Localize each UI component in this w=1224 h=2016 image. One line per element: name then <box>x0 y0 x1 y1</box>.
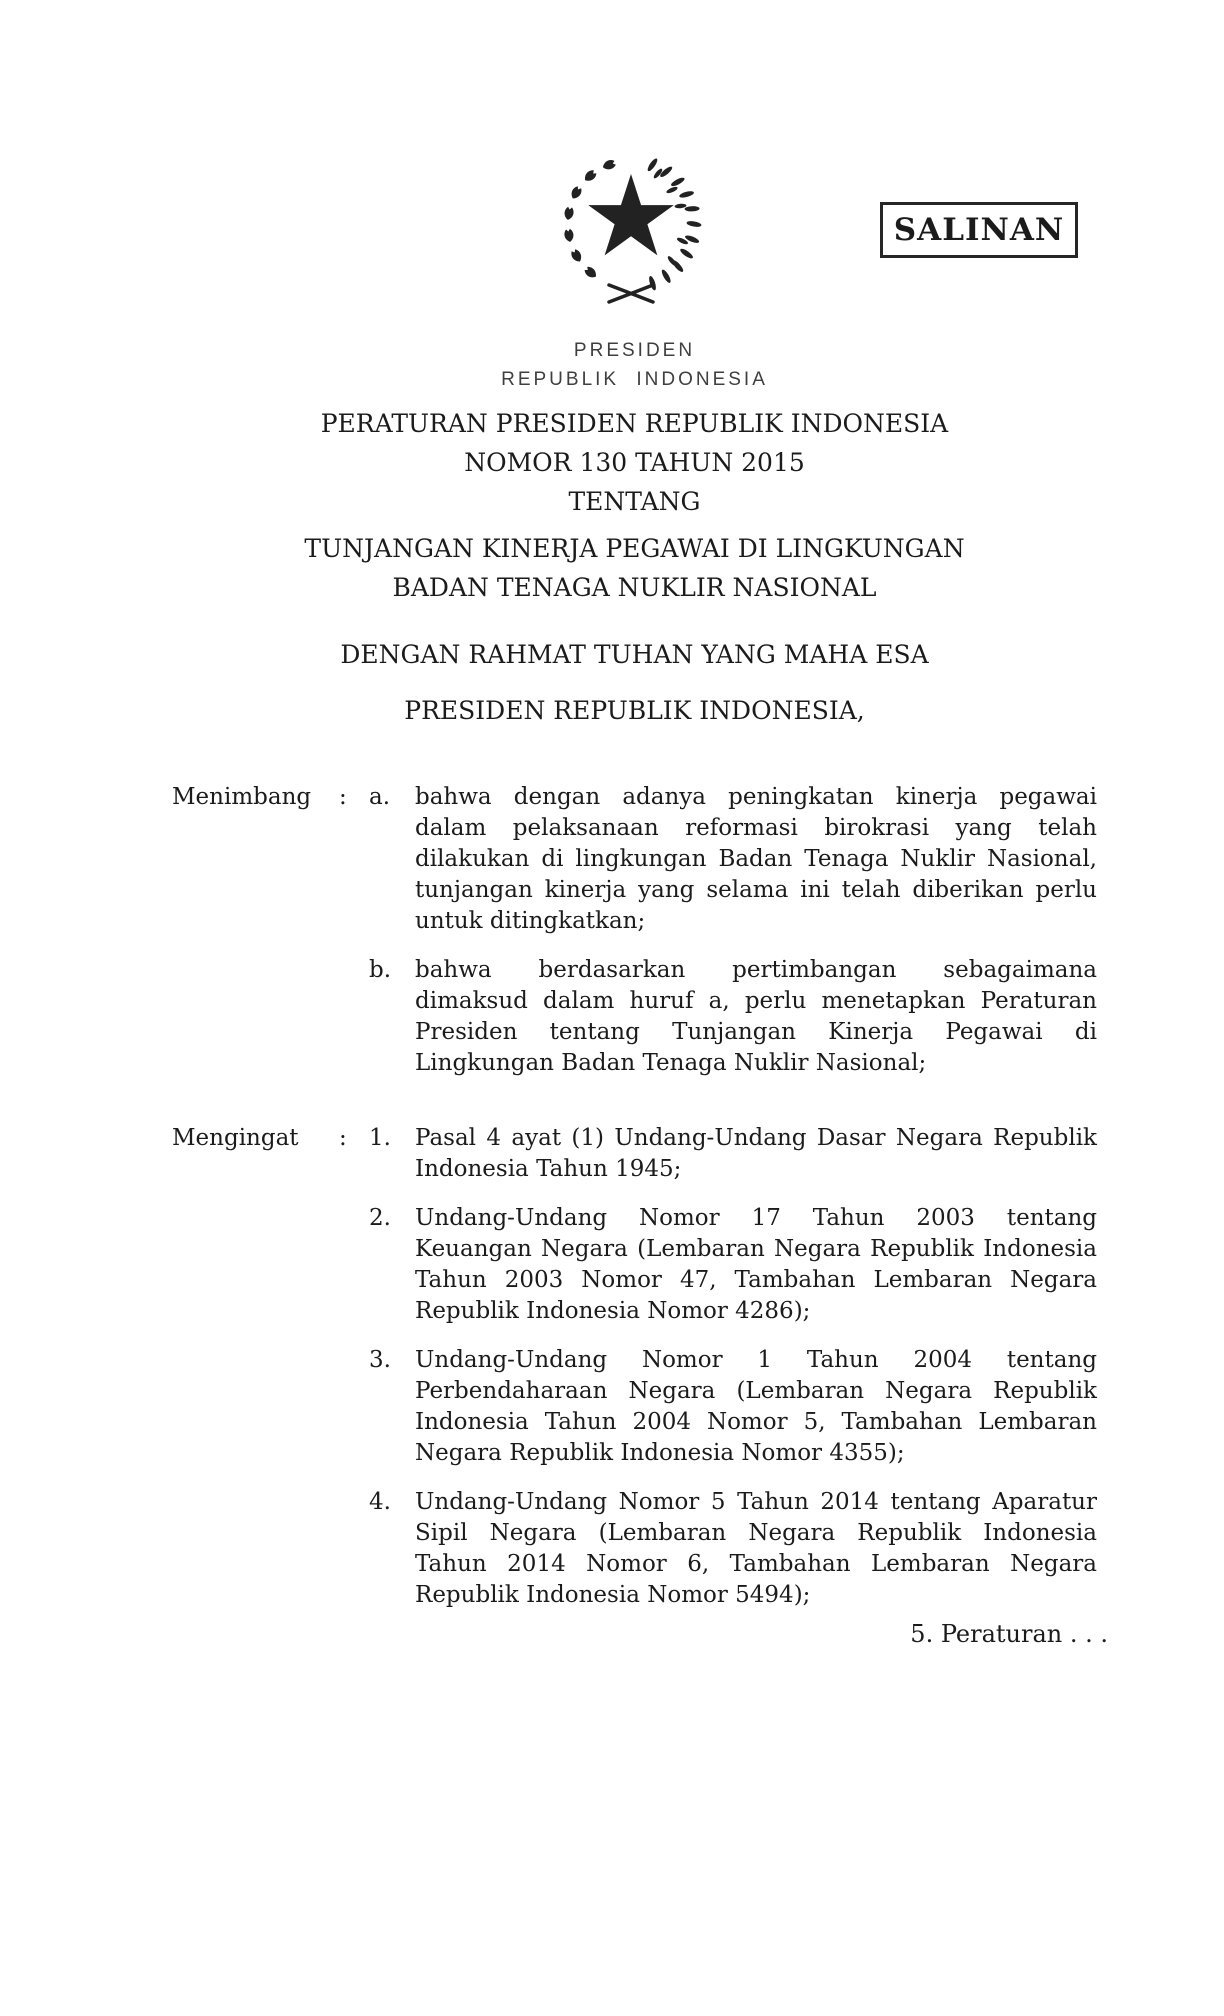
clause-text <box>415 1487 1097 1611</box>
clause-line: Tahun 2003 Nomor 47, Tambahan Lembaran Negara <box>415 1267 1097 1293</box>
clause-marker: b. <box>369 957 392 983</box>
clause-text <box>415 1123 1097 1185</box>
clause-text <box>415 1345 1097 1469</box>
section-label: Mengingat <box>172 1125 299 1151</box>
clause-line: Republik Indonesia Nomor 5494); <box>415 1582 811 1608</box>
clause-text <box>415 955 1097 1079</box>
clause-line: Undang-Undang Nomor 5 Tahun 2014 tentang Aparatur <box>415 1489 1097 1515</box>
section-label <box>172 1345 339 1469</box>
salinan-stamp <box>880 202 1078 258</box>
letterhead-republik-indonesia: REPUBLIK INDONESIA <box>501 369 768 390</box>
clause-marker: 2. <box>369 1205 391 1231</box>
star-shape <box>588 174 674 255</box>
clause-line: Presiden tentang Tunjangan Kinerja Pegawai di <box>415 1019 1097 1045</box>
section-label <box>172 955 339 1079</box>
regulation-title <box>172 404 1097 607</box>
section-colon: : <box>339 1125 347 1151</box>
presidential-seal-icon <box>546 146 716 308</box>
clause-line: Indonesia Tahun 2004 Nomor 5, Tambahan Lembaran <box>415 1409 1097 1435</box>
clause-line: Sipil Negara (Lembaran Negara Republik Indonesia <box>415 1520 1097 1546</box>
clause-item <box>172 782 1097 937</box>
clause-line: Keuangan Negara (Lembaran Negara Republik Indonesia <box>415 1236 1097 1262</box>
clause-item <box>172 1487 1097 1611</box>
clause-line: tunjangan kinerja yang selama ini telah diberikan perlu <box>415 877 1097 903</box>
rice-wreath <box>646 157 702 291</box>
invocation-line: DENGAN RAHMAT TUHAN YANG MAHA ESA <box>340 640 929 669</box>
section-colon <box>339 1345 369 1469</box>
clause-text <box>415 782 1097 937</box>
section-colon <box>339 955 369 1079</box>
section-colon <box>339 1487 369 1611</box>
title-line-nomor: NOMOR 130 TAHUN 2015 <box>464 448 805 477</box>
clause-line: Negara Republik Indonesia Nomor 4355); <box>415 1440 905 1466</box>
clause-line: bahwa berdasarkan pertimbangan sebagaimana <box>415 957 1097 983</box>
authority-line: PRESIDEN REPUBLIK INDONESIA, <box>404 696 865 725</box>
clause-line: Indonesia Tahun 1945; <box>415 1156 682 1182</box>
title-line-tentang: TENTANG <box>568 487 701 516</box>
catchword: 5. Peraturan . . . <box>910 1620 1108 1648</box>
clause-item <box>172 955 1097 1079</box>
section-colon: : <box>339 784 347 810</box>
clause-marker: 4. <box>369 1489 391 1515</box>
clause-item <box>172 1203 1097 1327</box>
section-colon <box>339 1203 369 1327</box>
body-sections <box>172 782 1097 1611</box>
clause-line: Undang-Undang Nomor 1 Tahun 2004 tentang <box>415 1347 1097 1373</box>
clause-marker: 1. <box>369 1125 391 1151</box>
clause-line: untuk ditingkatkan; <box>415 908 646 934</box>
section-label <box>172 1203 339 1327</box>
title-line-subject-1: TUNJANGAN KINERJA PEGAWAI DI LINGKUNGAN <box>304 534 965 563</box>
clause-line: Pasal 4 ayat (1) Undang-Undang Dasar Negara Republik <box>415 1125 1097 1151</box>
clause-line: dimaksud dalam huruf a, perlu menetapkan Peraturan <box>415 988 1097 1014</box>
letterhead <box>172 336 1097 394</box>
clause-line: dilakukan di lingkungan Badan Tenaga Nuklir Nasional, <box>415 846 1097 872</box>
letterhead-presiden: PRESIDEN <box>573 340 696 361</box>
clause-line: bahwa dengan adanya peningkatan kinerja pegawai <box>415 784 1097 810</box>
clause-line: Undang-Undang Nomor 17 Tahun 2003 tentang <box>415 1205 1097 1231</box>
section-label: Menimbang <box>172 784 312 810</box>
title-line-subject-2: BADAN TENAGA NUKLIR NASIONAL <box>392 573 877 602</box>
clause-line: dalam pelaksanaan reformasi birokrasi yang telah <box>415 815 1097 841</box>
clause-marker: a. <box>369 784 391 810</box>
title-line-peraturan: PERATURAN PRESIDEN REPUBLIK INDONESIA <box>320 409 949 438</box>
clause-text <box>415 1203 1097 1327</box>
crossed-stems <box>609 285 653 302</box>
clause-line: Perbendaharaan Negara (Lembaran Negara Republik <box>415 1378 1097 1404</box>
salinan-stamp-label: SALINAN <box>893 212 1065 248</box>
clause-line: Lingkungan Badan Tenaga Nuklir Nasional; <box>415 1050 927 1076</box>
section-label <box>172 1487 339 1611</box>
clause-marker: 3. <box>369 1347 391 1373</box>
section-menimbang <box>172 782 1097 1079</box>
clause-item <box>172 1345 1097 1469</box>
clause-item <box>172 1123 1097 1185</box>
clause-line: Tahun 2014 Nomor 6, Tambahan Lembaran Negara <box>415 1551 1097 1577</box>
section-mengingat <box>172 1123 1097 1611</box>
clause-line: Republik Indonesia Nomor 4286); <box>415 1298 811 1324</box>
